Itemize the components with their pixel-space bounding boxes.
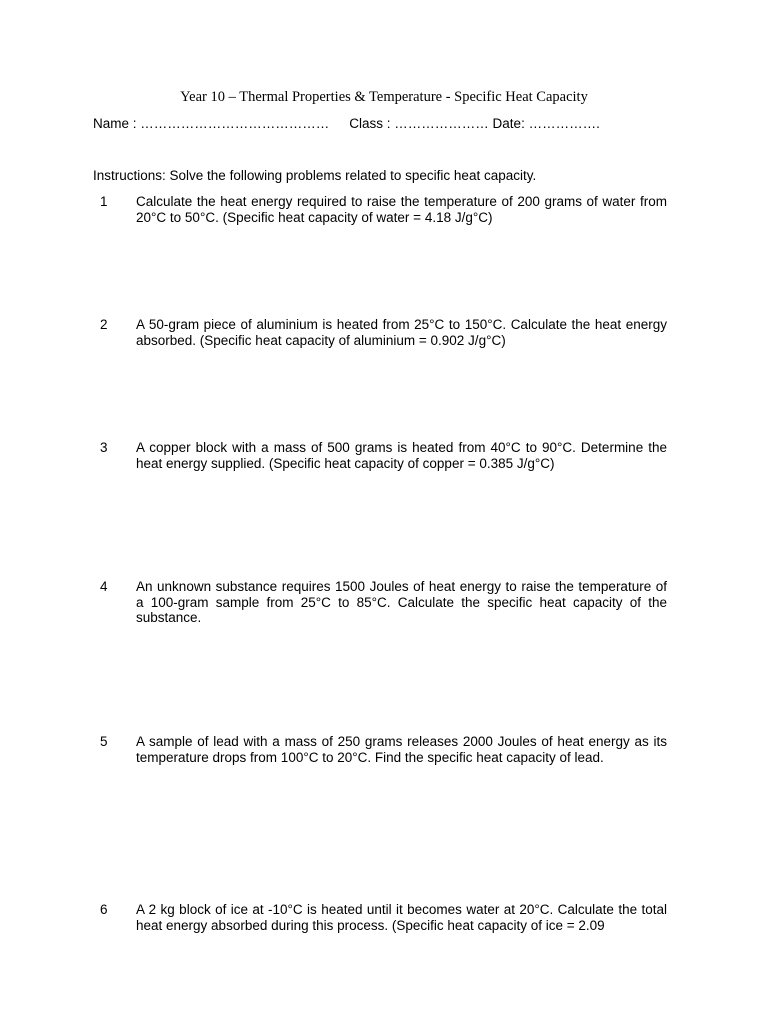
question-text: A sample of lead with a mass of 250 grams releases 2000 Joules of heat energy as its temperature drops from 100°C to 20°C. Find the specific heat capacity of lead. [136,734,667,765]
instructions-text: Instructions: Solve the following problems related to specific heat capacity. [93,168,537,183]
question-number: 5 [100,734,108,749]
name-field: Name : …………………………………… [93,116,330,131]
question-item [93,734,667,765]
date-field: Date: ……………. [492,116,600,131]
class-field: Class : ………………… [349,116,489,131]
question-item [93,194,667,225]
question-number: 4 [100,579,108,594]
question-number: 6 [100,902,108,917]
question-number: 3 [100,440,108,455]
question-text: Calculate the heat energy required to raise the temperature of 200 grams of water from 20°C to 50°C. (Specific heat capacity of water = 4.18 J/g°C) [136,194,667,225]
student-info-line [93,115,693,132]
question-item [93,440,667,471]
question-text: An unknown substance requires 1500 Joules of heat energy to raise the temperature of a 100-gram sample from 25°C to 85°C. Calculate the specific heat capacity of the substance. [136,579,667,625]
question-number: 1 [100,194,108,209]
question-item [93,902,667,933]
page-title: Year 10 – Thermal Properties & Temperature - Specific Heat Capacity [180,89,588,105]
question-item [93,579,667,626]
question-text: A 50-gram piece of aluminium is heated from 25°C to 150°C. Calculate the heat energy absorbed. (Specific heat capacity of aluminium = 0.902 J/g°C) [136,317,667,348]
question-item [93,317,667,348]
question-number: 2 [100,317,108,332]
question-text: A copper block with a mass of 500 grams is heated from 40°C to 90°C. Determine the heat energy supplied. (Specific heat capacity of copper = 0.385 J/g°C) [136,440,667,471]
question-text: A 2 kg block of ice at -10°C is heated until it becomes water at 20°C. Calculate the total heat energy absorbed during this process. (Specific heat capacity of ice = 2.09 [136,902,667,933]
